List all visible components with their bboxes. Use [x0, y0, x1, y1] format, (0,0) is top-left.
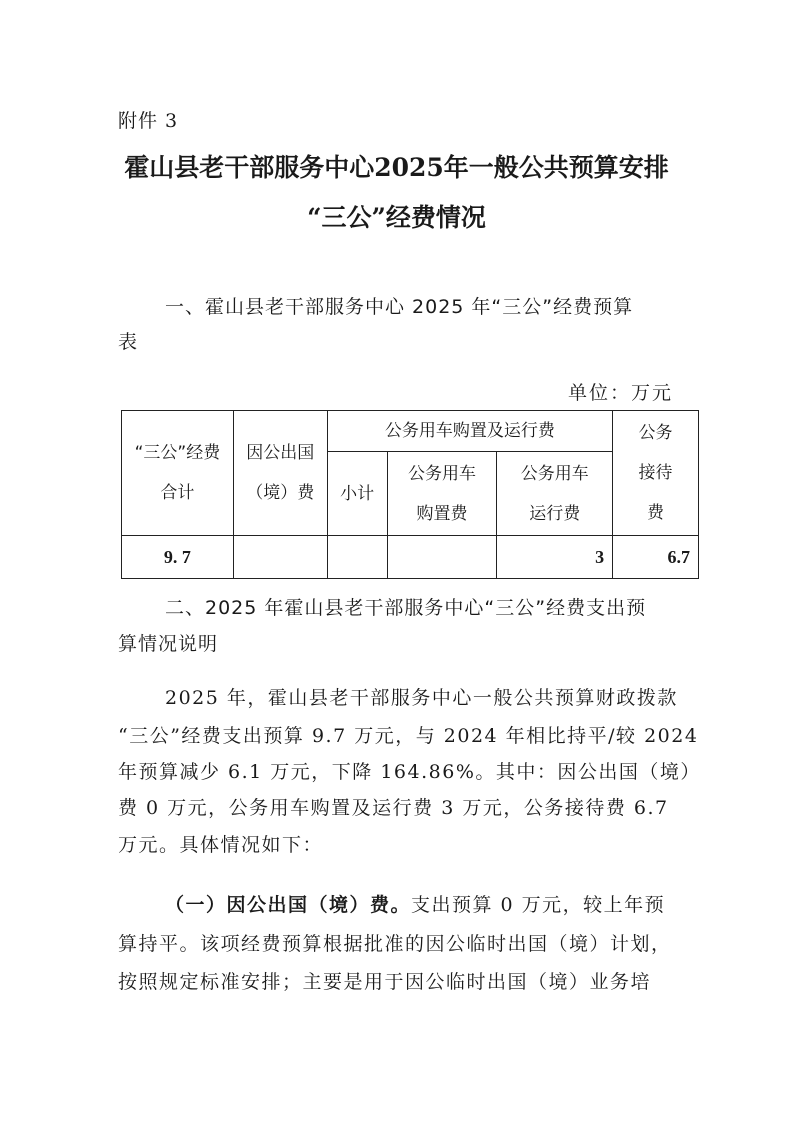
cell-vehicle-purchase — [387, 536, 497, 579]
section1-heading-line1: 一、霍山县老干部服务中心 2025 年“三公”经费预算 — [165, 296, 634, 318]
cell-reception: 6.7 — [613, 536, 699, 579]
cell-vehicle-operation: 3 — [497, 536, 613, 579]
cell-abroad — [233, 536, 327, 579]
table-header-row-1 — [122, 411, 699, 452]
page-title-line2: “三公”经费情况 — [307, 203, 486, 232]
paragraph-1-line-2: “三公”经费支出预算 9.7 万元，与 2024 年相比持平/较 2024 — [118, 725, 699, 747]
budget-table — [121, 410, 699, 579]
paragraph-2-lead: （一）因公出国（境）费。 — [165, 894, 412, 916]
paragraph-1-line-4: 费 0 万元，公务用车购置及运行费 3 万元，公务接待费 6.7 — [118, 797, 669, 819]
attachment-label: 附件 3 — [118, 110, 179, 132]
section1-heading-line2: 表 — [118, 331, 139, 353]
header-vehicle-purchase — [387, 452, 497, 536]
paragraph-1-line-1: 2025 年，霍山县老干部服务中心一般公共预算财政拨款 — [165, 687, 678, 709]
header-vehicle-operation — [497, 452, 613, 536]
header-vehicle-purchase-text: 公务用车购置费 — [407, 463, 476, 524]
header-vehicle-operation-text: 公务用车运行费 — [520, 463, 589, 524]
header-subtotal: 小计 — [327, 452, 387, 536]
section2-heading-line1: 二、2025 年霍山县老干部服务中心“三公”经费支出预 — [165, 597, 647, 619]
page-title-line1: 霍山县老干部服务中心2025年一般公共预算安排 — [124, 153, 669, 182]
paragraph-1-line-3: 年预算减少 6.1 万元，下降 164.86%。其中：因公出国（境） — [118, 761, 701, 783]
paragraph-2-line-1 — [165, 890, 665, 917]
table-row — [122, 536, 699, 579]
paragraph-2-line-2: 算持平。该项经费预算根据批准的因公临时出国（境）计划， — [118, 933, 672, 955]
paragraph-1-line-5: 万元。具体情况如下： — [118, 834, 324, 856]
cell-subtotal — [327, 536, 387, 579]
unit-label: 单位：万元 — [567, 382, 673, 404]
section2-heading-line2: 算情况说明 — [118, 633, 219, 655]
paragraph-2-line-3: 按照规定标准安排；主要是用于因公临时出国（境）业务培 — [118, 971, 652, 993]
header-total-text: “三公”经费合计 — [134, 443, 221, 503]
cell-total: 9. 7 — [122, 536, 234, 579]
header-reception — [613, 411, 699, 536]
header-reception-text: 公务接待费 — [638, 423, 673, 523]
header-vehicle-group: 公务用车购置及运行费 — [327, 411, 612, 452]
header-total — [122, 411, 234, 536]
header-abroad — [233, 411, 327, 536]
header-abroad-text: 因公出国（境）费 — [246, 443, 315, 503]
paragraph-2-line-1-rest: 支出预算 0 万元，较上年预 — [411, 894, 666, 916]
